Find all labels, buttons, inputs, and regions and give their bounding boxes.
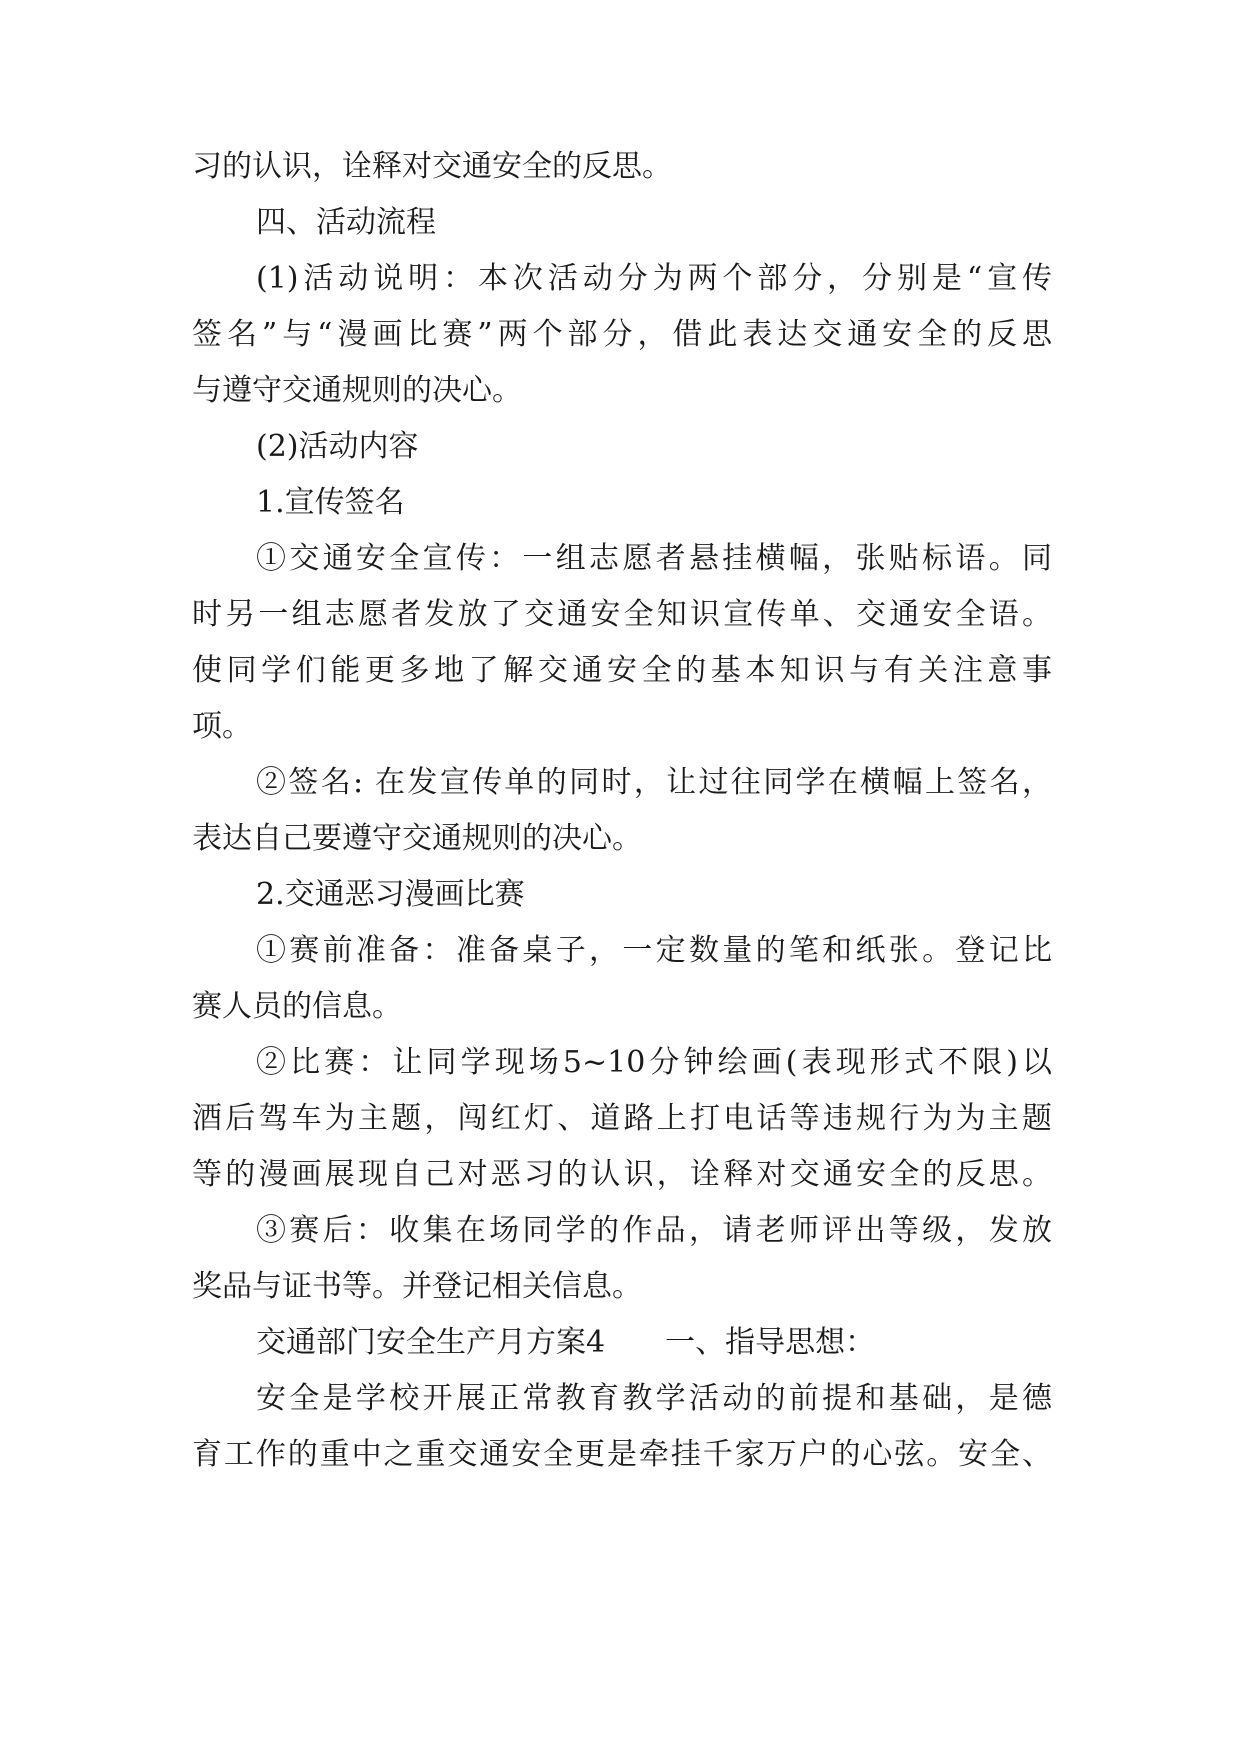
text-line: ③赛后：收集在场同学的作品，请老师评出等级，发放 <box>256 1213 1052 1248</box>
text-line: 习的认识，诠释对交通安全的反思。 <box>192 149 672 184</box>
text-line: 酒后驾车为主题，闯红灯、道路上打电话等违规行为为主题 <box>192 1101 1052 1136</box>
text-line: 奖品与证书等。并登记相关信息。 <box>192 1269 642 1304</box>
item-heading: 2.交通恶习漫画比赛 <box>256 877 525 912</box>
text-line: ①交通安全宣传：一组志愿者悬挂横幅，张贴标语。同 <box>256 541 1052 576</box>
text-line: (1)活动说明：本次活动分为两个部分，分别是“宣传 <box>256 261 1052 296</box>
text-line: 赛人员的信息。 <box>192 989 402 1024</box>
text-line: ①赛前准备：准备桌子，一定数量的笔和纸张。登记比 <box>256 933 1052 968</box>
text-line: 与遵守交通规则的决心。 <box>192 373 522 408</box>
section-heading: 四、活动流程 <box>256 205 436 240</box>
text-line: 等的漫画展现自己对恶习的认识，诠释对交通安全的反思。 <box>192 1157 1052 1192</box>
text-line: ②比赛：让同学现场5~10分钟绘画(表现形式不限)以 <box>256 1045 1052 1080</box>
subsection-heading: (2)活动内容 <box>256 429 419 464</box>
text-line: ②签名: 在发宣传单的同时，让过往同学在横幅上签名， <box>256 765 1052 800</box>
document-title: 交通部门安全生产月方案4 <box>256 1325 606 1360</box>
text-line: 育工作的重中之重交通安全更是牵挂千家万户的心弦。安全、 <box>192 1437 1052 1472</box>
text-line: 安全是学校开展正常教育教学活动的前提和基础，是德 <box>256 1381 1052 1416</box>
text-line: 使同学们能更多地了解交通安全的基本知识与有关注意事 <box>192 653 1052 688</box>
text-line: 时另一组志愿者发放了交通安全知识宣传单、交通安全语。 <box>192 597 1052 632</box>
text-line <box>256 1323 1052 1363</box>
text-line: 签名”与“漫画比赛”两个部分，借此表达交通安全的反思 <box>192 317 1052 352</box>
section-heading: 一、指导思想： <box>665 1325 876 1360</box>
text-line: 表达自己要遵守交通规则的决心。 <box>192 821 642 856</box>
text-line: 项。 <box>192 709 252 744</box>
item-heading: 1.宣传签名 <box>256 485 405 520</box>
